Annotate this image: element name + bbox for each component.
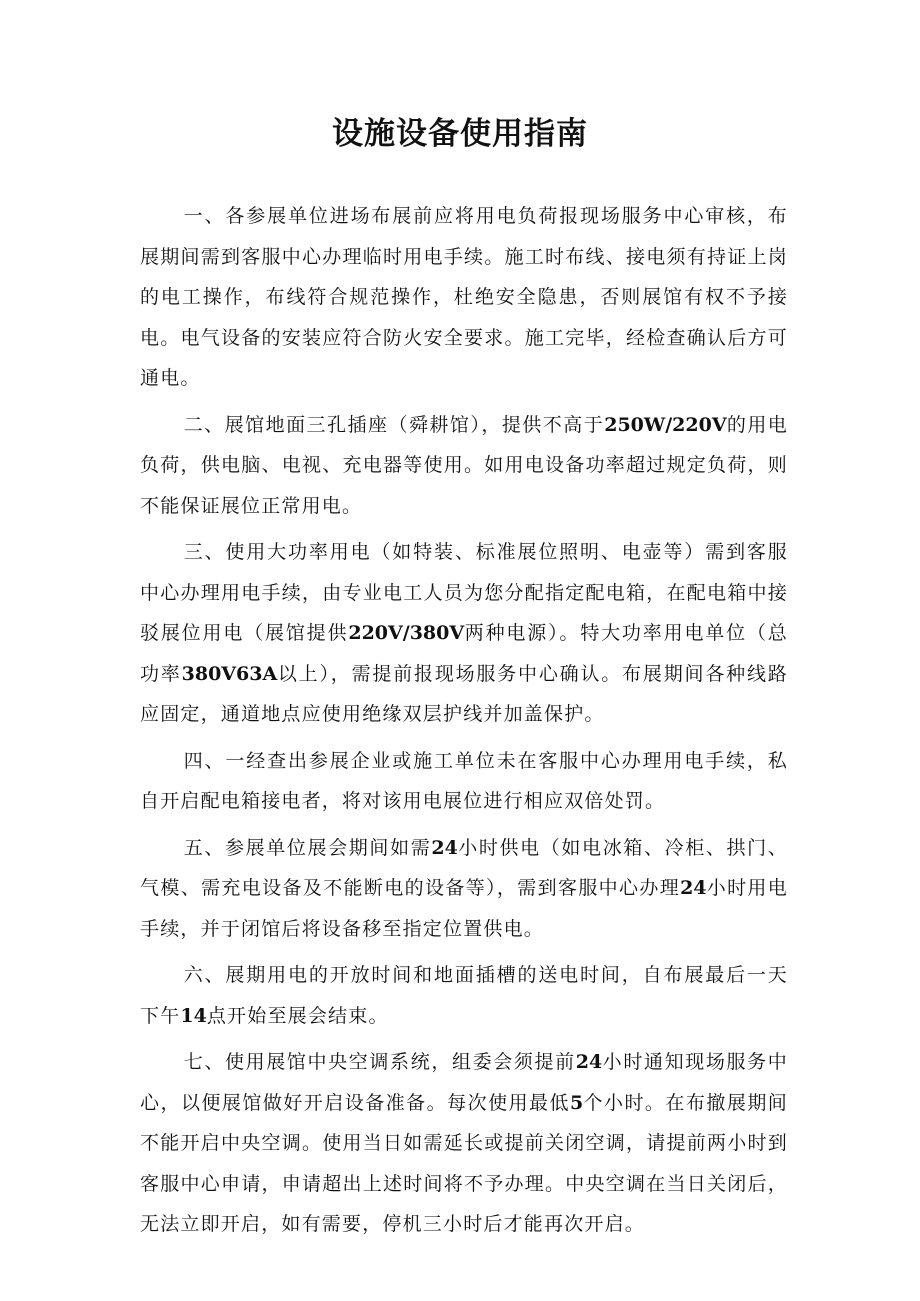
paragraph-6: 六、展期用电的开放时间和地面插槽的送电时间，自布展最后一天下午14点开始至展会结束。 (140, 964, 788, 1027)
paragraph-5: 五、参展单位展会期间如需24小时供电（如电冰箱、冷柜、拱门、气模、需充电设备及不能断电的设备等），需到客服中心办理24小时用电手续，并于闭馆后将设备移至指定位置供电。 (140, 836, 788, 940)
paragraph-3: 三、使用大功率用电（如特装、标准展位照明、电壶等）需到客服中心办理用电手续，由专业电工人员为您分配指定配电箱，在配电箱中接驳展位用电（展馆提供220V/380V两种电源）。特大功率用电单位（总功率380V63A以上），需提前报现场服务中心确认。布展期间各种线路应固定，通道地点应使用绝缘双层护线并加盖保护。 (140, 541, 788, 725)
page-title: 设施设备使用指南 (332, 116, 588, 152)
paragraph-7: 七、使用展馆中央空调系统，组委会须提前24小时通知现场服务中心，以便展馆做好开启设备准备。每次使用最低5个小时。在布撤展期间不能开启中央空调。使用当日如需延长或提前关闭空调，请提前两小时到客服中心申请，申请超出上述时间将不予办理。中央空调在当日关闭后，无法立即开启，如有需要，停机三小时后才能再次开启。 (140, 1051, 788, 1235)
document-body (140, 196, 788, 1251)
paragraph-4: 四、一经查出参展企业或施工单位未在客服中心办理用电手续，私自开启配电箱接电者，将对该用电展位进行相应双倍处罚。 (140, 749, 788, 812)
paragraph-1: 一、各参展单位进场布展前应将用电负荷报现场服务中心审核，布展期间需到客服中心办理临时用电手续。施工时布线、接电须有持证上岗的电工操作，布线符合规范操作，杜绝安全隐患，否则展馆有权不予接电。电气设备的安装应符合防火安全要求。施工完毕，经检查确认后方可通电。 (140, 205, 788, 389)
paragraph-2: 二、展馆地面三孔插座（舜耕馆），提供不高于250W/220V的用电负荷，供电脑、电视、充电器等使用。如用电设备功率超过规定负荷，则不能保证展位正常用电。 (140, 413, 788, 517)
